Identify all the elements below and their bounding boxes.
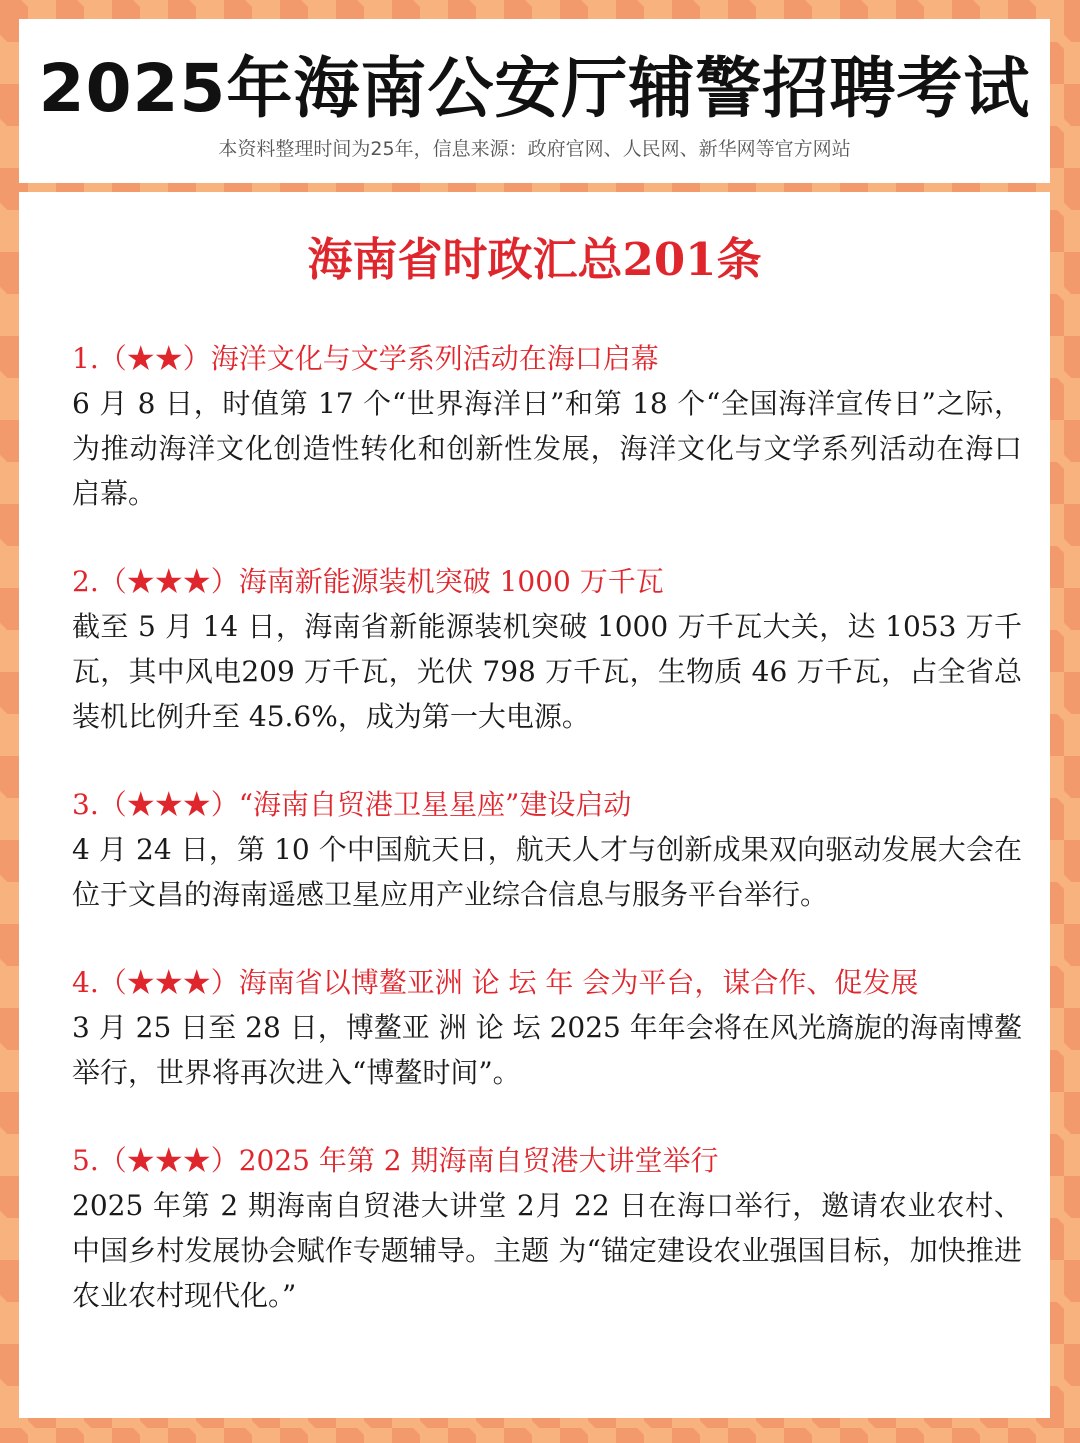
content-card xyxy=(19,192,1050,1418)
news-item xyxy=(72,560,1022,739)
source-note: 本资料整理时间为25年，信息来源：政府官网、人民网、新华网等官方网站 xyxy=(218,138,851,160)
news-item xyxy=(72,783,1022,917)
news-item-title: 3.（★★★）“海南自贸港卫星星座”建设启动 xyxy=(72,788,632,821)
news-item xyxy=(72,1139,1022,1318)
news-item xyxy=(72,337,1022,516)
news-list xyxy=(72,337,1022,1362)
news-item-title: 5.（★★★）2025 年第 2 期海南自贸港大讲堂举行 xyxy=(72,1144,719,1177)
page-title: 2025年海南公安厅辅警招聘考试 xyxy=(38,50,1031,127)
header-card xyxy=(19,19,1050,183)
section-title: 海南省时政汇总201条 xyxy=(307,233,762,286)
news-item-body: 3 月 25 日至 28 日，博鳌亚 洲 论 坛 2025 年年会将在风光旖旎的海南博鳌举行，世界将再次进入“博鳌时间”。 xyxy=(72,1011,1022,1089)
news-item-body: 2025 年第 2 期海南自贸港大讲堂 2月 22 日在海口举行，邀请农业农村、中国乡村发展协会赋作专题辅导。主题 为“锚定建设农业强国目标，加快推进农业农村现代化。” xyxy=(72,1189,1022,1312)
news-item-title: 2.（★★★）海南新能源装机突破 1000 万千瓦 xyxy=(72,565,664,598)
news-item-body: 4 月 24 日，第 10 个中国航天日，航天人才与创新成果双向驱动发展大会在位于文昌的海南遥感卫星应用产业综合信息与服务平台举行。 xyxy=(72,833,1022,911)
news-item-title: 4.（★★★）海南省以博鳌亚洲 论 坛 年 会为平台，谋合作、促发展 xyxy=(72,966,919,999)
news-item-body: 截至 5 月 14 日，海南省新能源装机突破 1000 万千瓦大关，达 1053 万千瓦，其中风电209 万千瓦，光伏 798 万千瓦，生物质 46 万千瓦，占全省总装机比例升至 45.6%，成为第一大电源。 xyxy=(72,610,1022,733)
news-item xyxy=(72,961,1022,1095)
news-item-body: 6 月 8 日，时值第 17 个“世界海洋日”和第 18 个“全国海洋宣传日”之际，为推动海洋文化创造性转化和创新性发展，海洋文化与文学系列活动在海口启幕。 xyxy=(72,387,1022,510)
news-item-title: 1.（★★）海洋文化与文学系列活动在海口启幕 xyxy=(72,342,659,375)
